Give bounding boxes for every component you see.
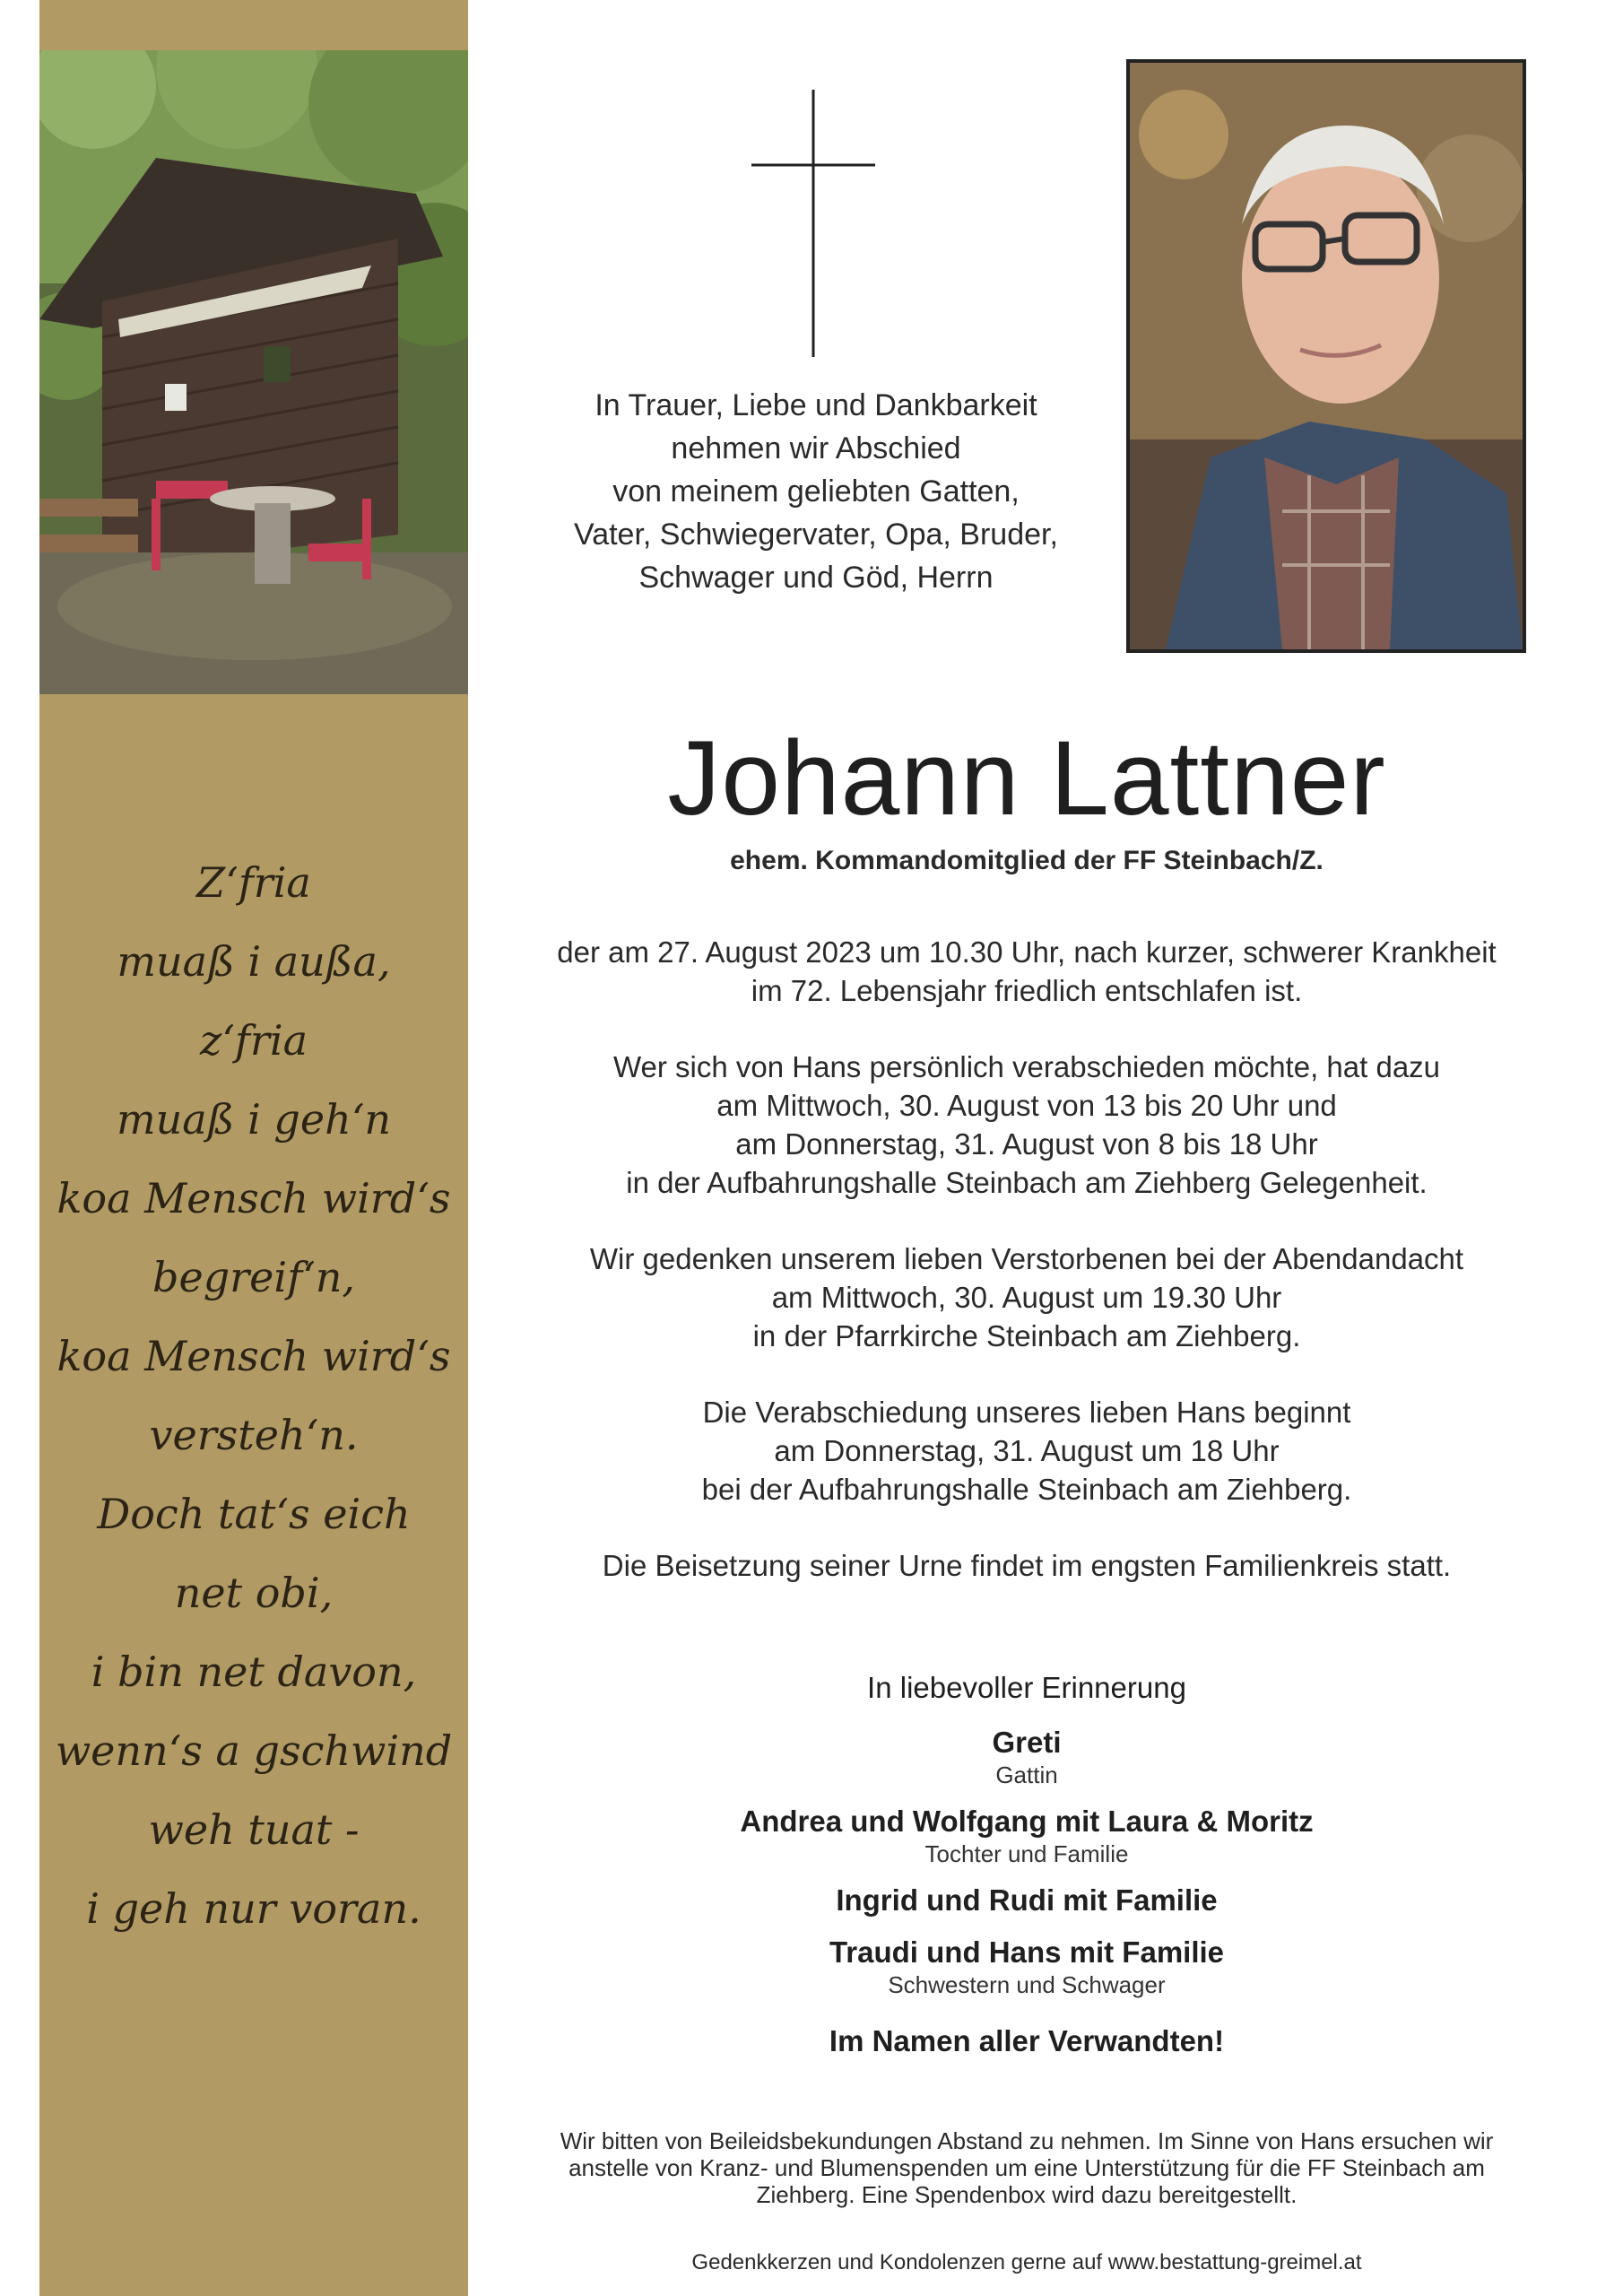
poem-line: Z‘fria	[196, 858, 311, 907]
text-line: Wir gedenken unserem lieben Verstorbenen bei der Abendandacht	[589, 1242, 1464, 1275]
family-member	[520, 1724, 1533, 1788]
announcement-body	[520, 933, 1533, 1622]
note-line: Wir bitten von Beileidsbekundungen Abstand zu nehmen. Im Sinne von Hans ersuchen wir	[560, 2127, 1494, 2154]
family-member	[520, 1882, 1533, 1919]
paragraph-death	[520, 933, 1533, 1010]
deceased-name: Johann Lattner	[667, 719, 1386, 838]
text-line: in der Aufbahrungshalle Steinbach am Ziehberg Gelegenheit.	[626, 1166, 1428, 1199]
member-role: Gattin	[995, 1761, 1058, 1788]
member-name: Ingrid und Rudi mit Familie	[836, 1883, 1218, 1917]
member-role: Schwestern und Schwager	[888, 1971, 1166, 1998]
poem-line: muaß i geh‘n	[117, 1095, 391, 1144]
paragraph-farewell	[520, 1393, 1533, 1509]
poem-line: koa Mensch wird‘s	[56, 1174, 451, 1222]
family-list	[520, 1668, 1533, 2061]
family-member	[520, 1803, 1533, 1867]
poem-line: net obi,	[174, 1569, 334, 1617]
member-name: Andrea und Wolfgang mit Laura & Moritz	[740, 1805, 1314, 1838]
poem-line: i bin net davon,	[91, 1648, 417, 1696]
intro-line: Schwager und Göd, Herrn	[638, 561, 994, 595]
family-member	[520, 1934, 1533, 1998]
family-heading: In liebevoller Erinnerung	[867, 1671, 1186, 1704]
text-line: Die Beisetzung seiner Urne findet im engsten Familienkreis statt.	[602, 1549, 1452, 1582]
poem-line: wenn‘s a gschwind	[55, 1726, 453, 1775]
poem-line: versteh‘n.	[149, 1411, 359, 1459]
poem-line: muaß i außa,	[117, 937, 391, 986]
portrait-photo	[1126, 59, 1526, 653]
text-line: der am 27. August 2023 um 10.30 Uhr, nach kurzer, schwerer Krankheit	[557, 935, 1497, 969]
intro-line: In Trauer, Liebe und Dankbarkeit	[595, 388, 1037, 422]
note-line: anstelle von Kranz- und Blumenspenden um eine Unterstützung für die FF Steinbach am	[568, 2154, 1485, 2181]
member-role: Tochter und Familie	[924, 1840, 1129, 1867]
condolence-link-text: Gedenkkerzen und Kondolenzen gerne auf www.bestattung-greimel.at	[691, 2250, 1362, 2274]
poem-line: begreif‘n,	[152, 1253, 355, 1301]
text-line: Wer sich von Hans persönlich verabschieden möchte, hat dazu	[612, 1050, 1441, 1083]
text-line: am Mittwoch, 30. August von 13 bis 20 Uhr und	[716, 1089, 1337, 1122]
paragraph-burial	[520, 1546, 1533, 1585]
paragraph-viewing	[520, 1048, 1533, 1202]
note-line: Ziehberg. Eine Spendenbox wird dazu bereitgestellt.	[756, 2181, 1298, 2208]
text-line: am Mittwoch, 30. August um 19.30 Uhr	[771, 1281, 1282, 1314]
intro-line: von meinem geliebten Gatten,	[612, 474, 1020, 509]
text-line: am Donnerstag, 31. August um 18 Uhr	[774, 1434, 1280, 1467]
poem-line: weh tuat -	[148, 1805, 360, 1854]
paragraph-devotion	[520, 1239, 1533, 1355]
cross-icon	[751, 90, 875, 357]
poem	[39, 843, 468, 1948]
donation-note	[538, 2127, 1515, 2208]
poem-line: i geh nur voran.	[86, 1884, 421, 1933]
intro-line: Vater, Schwiegervater, Opa, Bruder,	[574, 517, 1058, 552]
intro-line: nehmen wir Abschied	[671, 431, 961, 465]
intro-text	[520, 384, 1112, 599]
text-line: im 72. Lebensjahr friedlich entschlafen ist.	[751, 974, 1303, 1007]
member-name: Greti	[992, 1726, 1062, 1759]
text-line: in der Pfarrkirche Steinbach am Ziehberg.	[752, 1319, 1301, 1352]
deceased-title: ehem. Kommandomitglied der FF Steinbach/Z.	[730, 846, 1324, 875]
text-line: Die Verabschiedung unseres lieben Hans beginnt	[702, 1396, 1351, 1429]
poem-line: koa Mensch wird‘s	[56, 1332, 451, 1380]
member-name: Traudi und Hans mit Familie	[829, 1935, 1225, 1969]
family-closing: Im Namen aller Verwandten!	[829, 2024, 1225, 2057]
text-line: am Donnerstag, 31. August von 8 bis 18 Uhr	[735, 1127, 1318, 1161]
text-line: bei der Aufbahrungshalle Steinbach am Ziehberg.	[701, 1473, 1352, 1506]
poem-line: z‘fria	[199, 1016, 308, 1065]
poem-line: Doch tat‘s eich	[97, 1490, 411, 1538]
garden-shed-photo	[39, 50, 468, 694]
